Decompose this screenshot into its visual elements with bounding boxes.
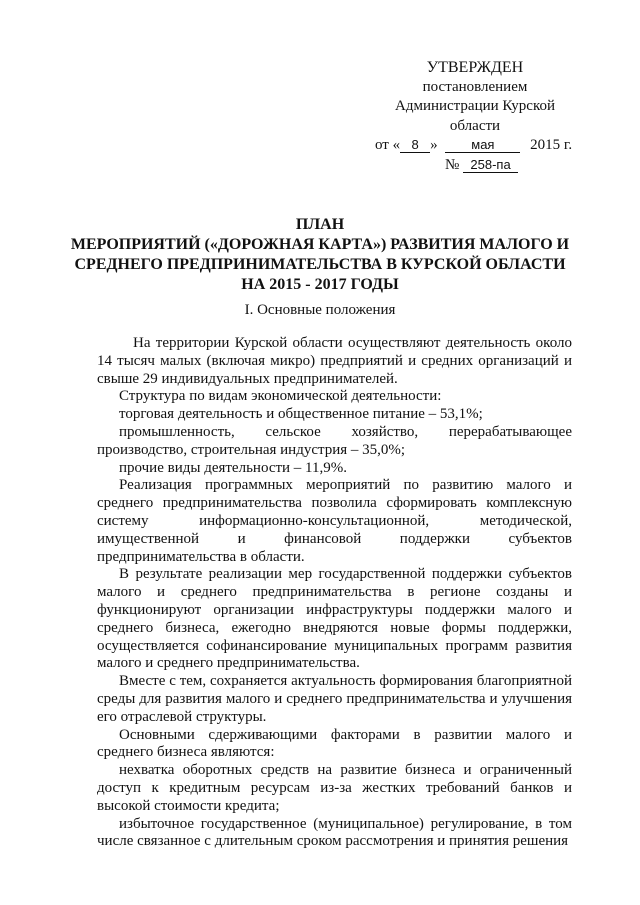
approval-heading: УТВЕРЖДЕН bbox=[426, 59, 524, 76]
paragraph: Вместе с тем, сохраняется актуальность формирования благоприятной среды для развития малого и среднего предпринимательства и улучшения его отраслевой структуры. bbox=[97, 673, 572, 725]
approval-line-3: области bbox=[449, 117, 501, 134]
title-line-4: НА 2015 - 2017 ГОДЫ bbox=[241, 276, 399, 293]
date-mid: » bbox=[430, 137, 438, 153]
approval-block bbox=[375, 58, 575, 175]
date-month: мая bbox=[445, 138, 520, 153]
paragraph: промышленность, сельское хозяйство, перерабатывающее производство, строительная индустрия – 35,0%; bbox=[97, 423, 572, 458]
title-line-2: МЕРОПРИЯТИЙ («ДОРОЖНАЯ КАРТА») РАЗВИТИЯ МАЛОГО И bbox=[70, 236, 570, 253]
title-line-1: ПЛАН bbox=[295, 216, 345, 233]
document-title bbox=[60, 215, 580, 295]
document-body bbox=[97, 335, 572, 851]
paragraph: Реализация программных мероприятий по развитию малого и среднего предпринимательства позволила сформировать комплексную систему информационно-консультационной, методической, имущественной и финансовой поддержки субъектов предпринимательства в области. bbox=[97, 477, 572, 565]
paragraph: Основными сдерживающими факторами в развитии малого и среднего бизнеса являются: bbox=[97, 726, 572, 761]
paragraph: На территории Курской области осуществляют деятельность около 14 тысяч малых (включая микро) предприятий и средних организаций и свыше 29 индивидуальных предпринимателей. bbox=[97, 335, 572, 387]
approval-line-1: постановлением bbox=[422, 78, 528, 95]
paragraph: Структура по видам экономической деятельности: bbox=[119, 388, 442, 405]
paragraph: торговая деятельность и общественное питание – 53,1%; bbox=[119, 406, 483, 423]
date-year: 2015 г. bbox=[530, 137, 573, 153]
paragraph: нехватка оборотных средств на развитие бизнеса и ограниченный доступ к кредитным ресурсам из-за жестких требований банков и высокой стоимости кредита; bbox=[97, 762, 572, 814]
section-heading: I. Основные положения bbox=[244, 302, 396, 318]
number-prefix: № bbox=[445, 156, 460, 173]
paragraph: В результате реализации мер государственной поддержки субъектов малого и среднего предпринимательства в регионе созданы и функционируют организации инфраструктуры поддержки малого и среднего бизнеса, ежегодно внедряются новые формы поддержки, осуществляется софинансирование муниципальных программ развития малого и среднего предпринимательства. bbox=[97, 566, 572, 672]
approval-line-2: Администрации Курской bbox=[394, 98, 555, 114]
paragraph: избыточное государственное (муниципальное) регулирование, в том числе связанное с длительным сроком рассмотрения и принятия решения bbox=[97, 815, 572, 850]
title-line-3: СРЕДНЕГО ПРЕДПРИНИМАТЕЛЬСТВА В КУРСКОЙ ОБЛАСТИ bbox=[74, 256, 566, 273]
approval-number bbox=[375, 156, 575, 176]
number-value: 258-па bbox=[463, 158, 518, 173]
paragraph: прочие виды деятельности – 11,9%. bbox=[119, 459, 347, 476]
date-prefix: от « bbox=[375, 137, 401, 153]
date-day: 8 bbox=[400, 138, 430, 153]
approval-date bbox=[375, 136, 575, 156]
